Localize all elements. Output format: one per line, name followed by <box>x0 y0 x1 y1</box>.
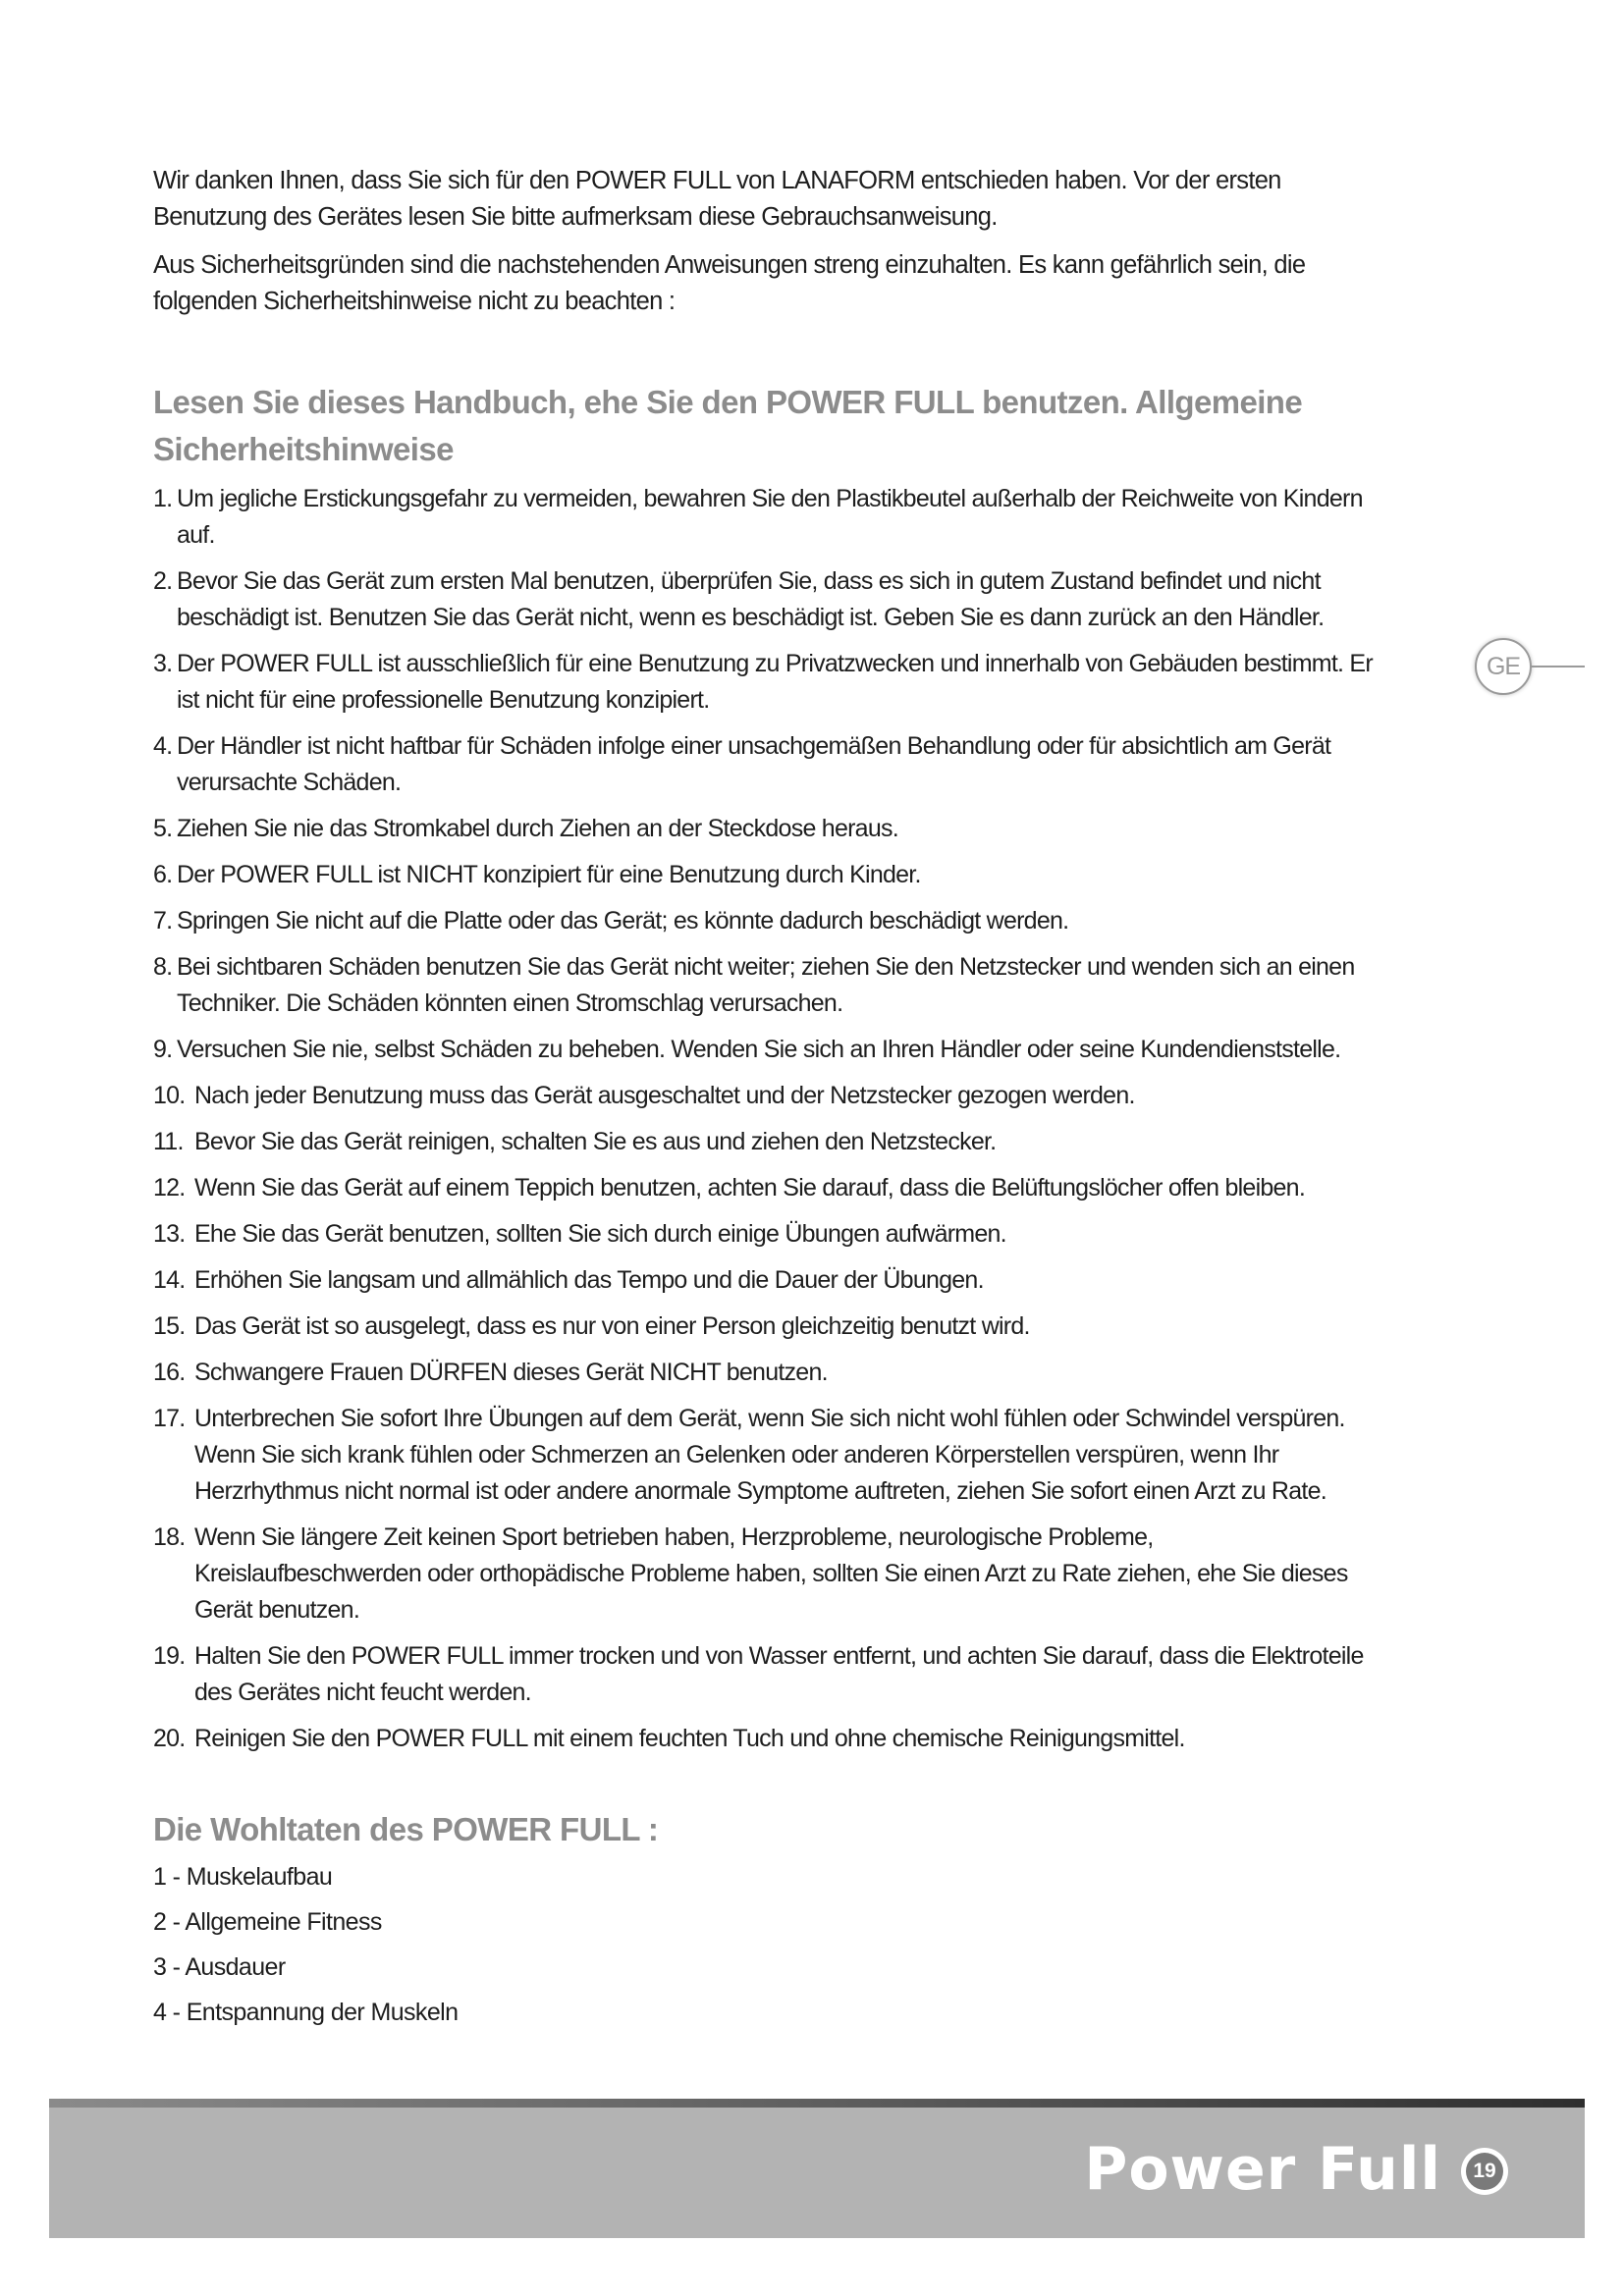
list-item <box>153 811 1380 847</box>
item-number: 6. <box>153 861 173 888</box>
list-item <box>153 728 1380 801</box>
item-number: 18. <box>153 1523 186 1551</box>
list-item <box>153 1078 1380 1114</box>
list-item: 4 - Entspannung der Muskeln <box>153 1999 459 2026</box>
item-text: Der POWER FULL ist NICHT konzipiert für eine Benutzung durch Kinder. <box>177 861 921 888</box>
item-text: Bevor Sie das Gerät reinigen, schalten Sie es aus und ziehen den Netzstecker. <box>194 1128 997 1155</box>
item-number: 8. <box>153 953 173 981</box>
benefits-list <box>153 1859 1380 2031</box>
item-number: 16. <box>153 1359 186 1386</box>
product-title: Power Full <box>1084 2135 1441 2204</box>
item-text: Bevor Sie das Gerät zum ersten Mal benutzen, überprüfen Sie, dass es sich in gutem Zustand befindet und nicht beschädigt ist. Benutzen Sie das Gerät nicht, wenn es beschädigt ist. Geben Sie es dann zurück an den Händler. <box>177 567 1325 631</box>
list-item <box>153 1520 1380 1629</box>
item-text: Ehe Sie das Gerät benutzen, sollten Sie sich durch einige Übungen aufwärmen. <box>194 1220 1006 1248</box>
item-number: 3. <box>153 650 173 677</box>
list-item: 3 - Ausdauer <box>153 1953 286 1981</box>
item-number: 19. <box>153 1642 186 1670</box>
language-badge: GE <box>1475 638 1532 695</box>
page-content <box>153 163 1380 2040</box>
item-text: Das Gerät ist so ausgelegt, dass es nur von einer Person gleichzeitig benutzt wird. <box>194 1312 1030 1340</box>
item-number: 17. <box>153 1405 186 1432</box>
item-text: Versuchen Sie nie, selbst Schäden zu beheben. Wenden Sie sich an Ihren Händler oder seine Kundendienststelle. <box>177 1036 1341 1063</box>
list-item <box>153 481 1380 554</box>
list-item <box>153 1355 1380 1391</box>
item-number: 9. <box>153 1036 173 1063</box>
item-number: 11. <box>153 1128 184 1155</box>
item-number: 1. <box>153 485 173 512</box>
list-item <box>153 1401 1380 1510</box>
list-item <box>153 1308 1380 1345</box>
item-number: 12. <box>153 1174 186 1201</box>
safety-heading: Lesen Sie dieses Handbuch, ehe Sie den POWER FULL benutzen. Allgemeine Sicherheitshinweise <box>153 384 1303 467</box>
item-text: Nach jeder Benutzung muss das Gerät ausgeschaltet und der Netzstecker gezogen werden. <box>194 1082 1135 1109</box>
list-item <box>153 646 1380 719</box>
footer-band <box>49 2099 1585 2238</box>
item-number: 15. <box>153 1312 186 1340</box>
list-item <box>153 1124 1380 1160</box>
intro-paragraph: Wir danken Ihnen, dass Sie sich für den POWER FULL von LANAFORM entschieden haben. Vor der ersten Benutzung des Gerätes lesen Sie bitte aufmerksam diese Gebrauchsanweisung. <box>153 167 1281 231</box>
intro-paragraph: Aus Sicherheitsgründen sind die nachstehenden Anweisungen streng einzuhalten. Es kann gefährlich sein, die folgenden Sicherheitshinweise nicht zu beachten : <box>153 251 1306 315</box>
list-item: 2 - Allgemeine Fitness <box>153 1908 382 1936</box>
item-number: 20. <box>153 1725 186 1752</box>
item-text: Wenn Sie das Gerät auf einem Teppich benutzen, achten Sie darauf, dass die Belüftungslöcher offen bleiben. <box>194 1174 1306 1201</box>
item-number: 2. <box>153 567 173 595</box>
item-number: 5. <box>153 815 173 842</box>
item-text: Um jegliche Erstickungsgefahr zu vermeiden, bewahren Sie den Plastikbeutel außerhalb der Reichweite von Kindern auf. <box>177 485 1363 549</box>
item-text: Halten Sie den POWER FULL immer trocken und von Wasser entfernt, und achten Sie darauf, dass die Elektroteile des Gerätes nicht feucht werden. <box>194 1642 1364 1706</box>
safety-instructions-list <box>153 481 1380 1757</box>
item-number: 7. <box>153 907 173 934</box>
item-number: 4. <box>153 732 173 760</box>
item-text: Erhöhen Sie langsam und allmählich das Tempo und die Dauer der Übungen. <box>194 1266 984 1294</box>
list-item <box>153 949 1380 1022</box>
item-text: Unterbrechen Sie sofort Ihre Übungen auf dem Gerät, wenn Sie sich nicht wohl fühlen oder Schwindel verspüren. Wenn Sie sich krank fühlen oder Schmerzen an Gelenken oder anderen Körperstellen verspüren, wenn Ihr Herzrhythmus nicht normal ist oder andere anormale Symptome auftreten, ziehen Sie sofort einen Arzt zu Rate. <box>194 1405 1345 1505</box>
item-text: Wenn Sie längere Zeit keinen Sport betrieben haben, Herzprobleme, neurologische Probleme, Kreislaufbeschwerden oder orthopädische Probleme haben, sollten Sie einen Arzt zu Rate ziehen, ehe Sie dieses Gerät benutzen. <box>194 1523 1348 1624</box>
item-number: 14. <box>153 1266 186 1294</box>
item-text: Ziehen Sie nie das Stromkabel durch Ziehen an der Steckdose heraus. <box>177 815 898 842</box>
item-text: Schwangere Frauen DÜRFEN dieses Gerät NICHT benutzen. <box>194 1359 828 1386</box>
item-text: Der POWER FULL ist ausschließlich für eine Benutzung zu Privatzwecken und innerhalb von Gebäuden bestimmt. Er ist nicht für eine professionelle Benutzung konzipiert. <box>177 650 1373 714</box>
benefits-heading: Die Wohltaten des POWER FULL : <box>153 1811 659 1847</box>
item-text: Der Händler ist nicht haftbar für Schäden infolge einer unsachgemäßen Behandlung oder für absichtlich am Gerät verursachte Schäden. <box>177 732 1331 796</box>
list-item <box>153 857 1380 893</box>
list-item <box>153 1170 1380 1206</box>
item-text: Reinigen Sie den POWER FULL mit einem feuchten Tuch und ohne chemische Reinigungsmittel. <box>194 1725 1185 1752</box>
footer-divider <box>49 2099 1585 2108</box>
language-tab-line <box>1530 666 1585 667</box>
item-number: 10. <box>153 1082 186 1109</box>
intro-section <box>153 163 1380 320</box>
list-item <box>153 1638 1380 1711</box>
list-item <box>153 1262 1380 1299</box>
list-item <box>153 903 1380 939</box>
item-number: 13. <box>153 1220 186 1248</box>
list-item <box>153 1721 1380 1757</box>
list-item: 1 - Muskelaufbau <box>153 1863 333 1891</box>
language-tab <box>1475 638 1585 697</box>
item-text: Bei sichtbaren Schäden benutzen Sie das Gerät nicht weiter; ziehen Sie den Netzstecker und wenden sich an einen Techniker. Die Schäden könnten einen Stromschlag verursachen. <box>177 953 1355 1017</box>
list-item <box>153 1216 1380 1253</box>
page-number-badge <box>1461 2148 1508 2195</box>
list-item <box>153 1032 1380 1068</box>
list-item <box>153 563 1380 636</box>
item-text: Springen Sie nicht auf die Platte oder das Gerät; es könnte dadurch beschädigt werden. <box>177 907 1069 934</box>
page-number: 19 <box>1466 2153 1503 2190</box>
